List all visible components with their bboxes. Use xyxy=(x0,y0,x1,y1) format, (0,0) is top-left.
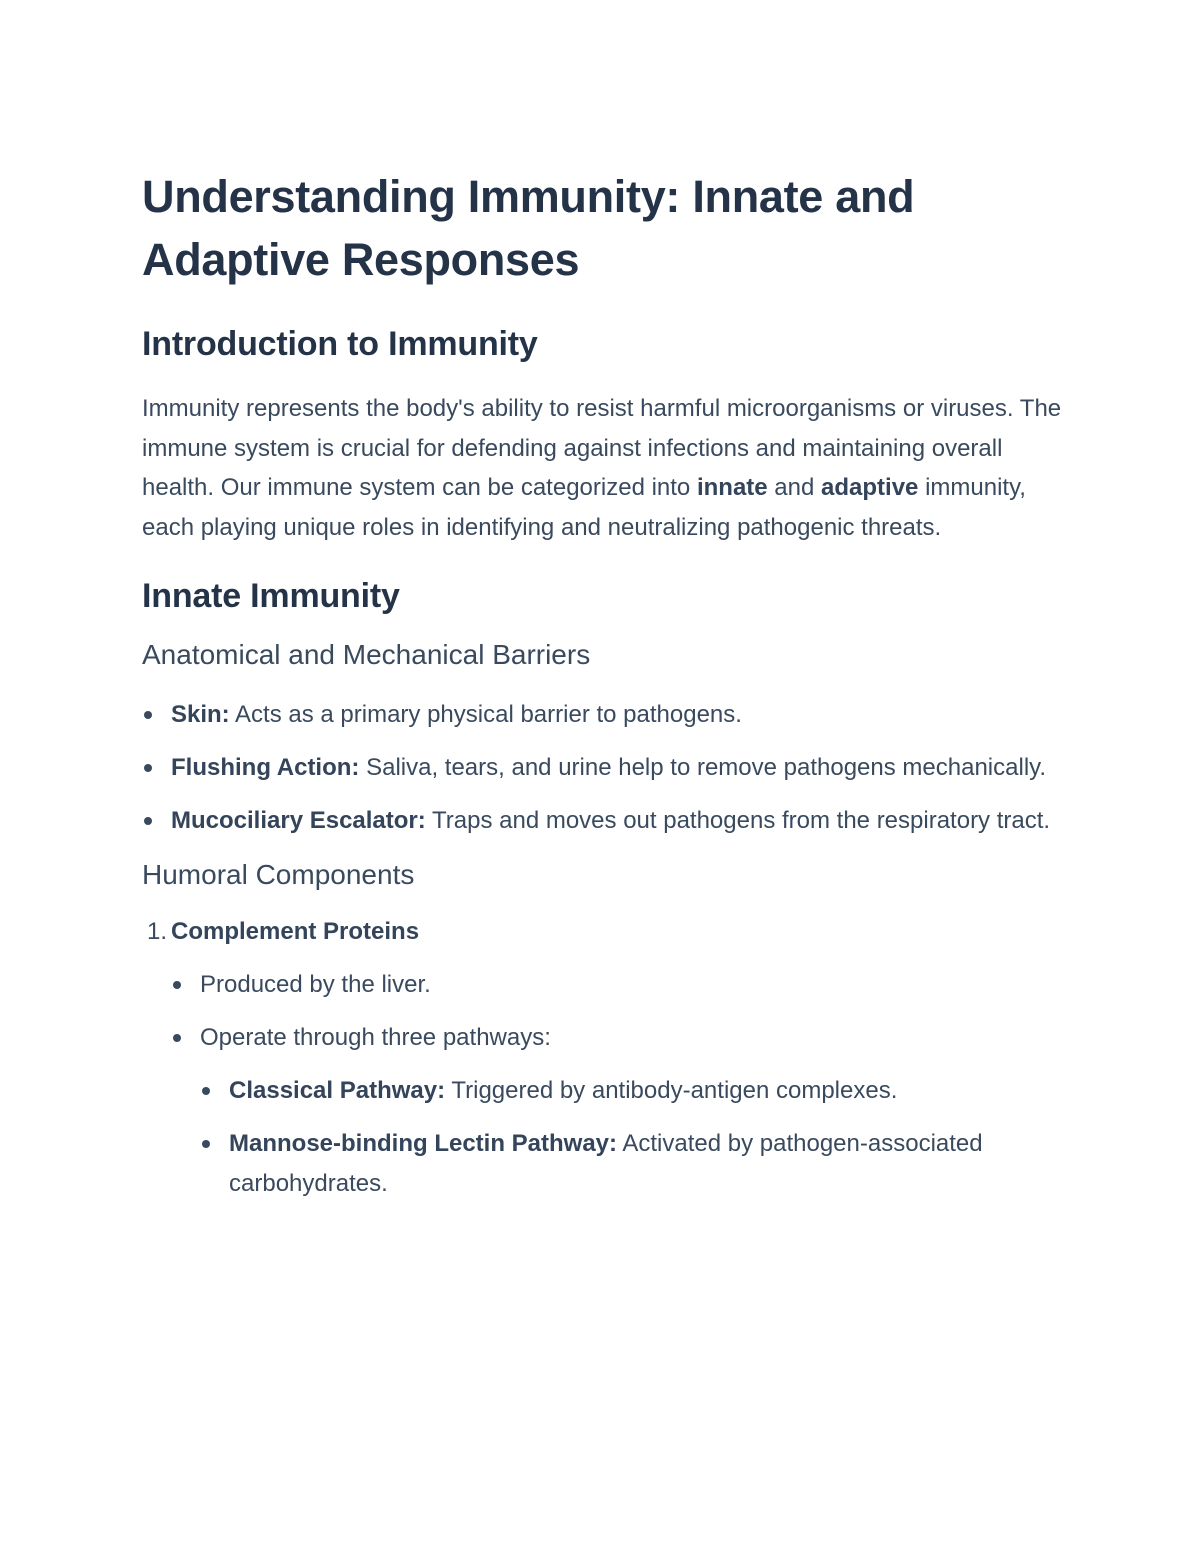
list-item-term: Classical Pathway: xyxy=(229,1077,446,1104)
intro-text-1: Immunity represents the body's ability to resist harmful microorganisms or viruses. The immune system is crucial for defending against infections and maintaining overall health. Our immune system can be categorized into xyxy=(142,395,1062,501)
list-item-term: Mannose-binding Lectin Pathway: xyxy=(229,1130,618,1157)
barriers-list xyxy=(142,695,1072,841)
intro-text-and: and xyxy=(767,474,822,501)
bullet-icon xyxy=(144,711,152,719)
bullet-icon xyxy=(173,981,181,989)
section-heading-innate: Innate Immunity xyxy=(142,577,400,615)
list-item-text: Operate through three pathways: xyxy=(200,1024,551,1051)
list-item-text: Produced by the liver. xyxy=(200,971,431,998)
list-item-desc: Triggered by antibody-antigen complexes. xyxy=(445,1077,898,1104)
list-item-desc: Acts as a primary physical barrier to pathogens. xyxy=(229,701,742,728)
list-item-desc: Saliva, tears, and urine help to remove pathogens mechanically. xyxy=(359,754,1047,781)
bullet-icon xyxy=(144,817,152,825)
section-heading-introduction: Introduction to Immunity xyxy=(142,325,538,363)
intro-bold-innate: innate xyxy=(696,474,768,501)
list-item-desc: Traps and moves out pathogens from the respiratory tract. xyxy=(425,807,1051,834)
bullet-icon xyxy=(202,1087,210,1095)
list-item xyxy=(200,1071,1072,1111)
list-item-desc: Activated by pathogen-associated carbohydrates. xyxy=(229,1130,983,1197)
list-item xyxy=(171,965,1072,1005)
subsection-heading-barriers: Anatomical and Mechanical Barriers xyxy=(142,639,591,670)
bullet-icon xyxy=(144,764,152,772)
subsection-heading-humoral: Humoral Components xyxy=(142,859,415,890)
complement-sub-list xyxy=(171,965,1072,1204)
pathways-list xyxy=(200,1071,1072,1204)
list-item-term: Mucociliary Escalator: xyxy=(171,807,426,834)
list-item xyxy=(142,695,1072,735)
document-content xyxy=(142,165,1072,1217)
page-title: Understanding Immunity: Innate and Adaptive Responses xyxy=(142,171,915,285)
list-item-term: Flushing Action: xyxy=(171,754,360,781)
intro-paragraph xyxy=(142,389,1072,547)
list-item xyxy=(142,801,1072,841)
list-item xyxy=(142,748,1072,788)
bullet-icon xyxy=(202,1140,210,1148)
list-item-term: Skin: xyxy=(171,701,230,728)
numbered-list-item xyxy=(142,912,1072,1204)
list-number: 1. xyxy=(147,918,168,945)
intro-text-2: immunity, each playing unique roles in identifying and neutralizing pathogenic threats. xyxy=(142,474,1026,541)
intro-bold-adaptive: adaptive xyxy=(821,474,919,501)
numbered-item-title: Complement Proteins xyxy=(171,918,420,945)
humoral-numbered-list xyxy=(142,912,1072,1204)
bullet-icon xyxy=(173,1034,181,1042)
list-item xyxy=(200,1124,1072,1204)
list-item xyxy=(171,1018,1072,1204)
